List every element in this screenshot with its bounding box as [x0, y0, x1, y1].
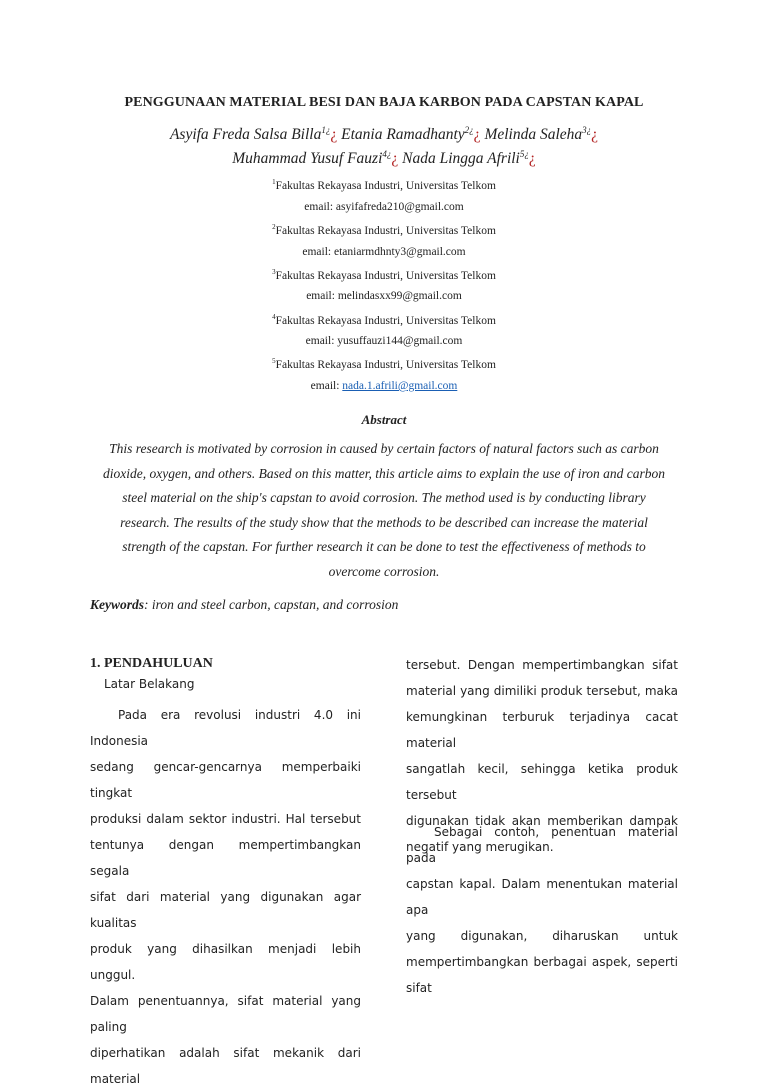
body-line: digunakan tidak akan memberikan dampak	[406, 814, 678, 828]
email-address: melindasxx99@gmail.com	[337, 290, 462, 302]
left-column	[90, 702, 361, 1092]
abstract-line: strength of the capstan. For further research it can be done to test the effectiveness of methods to	[122, 539, 646, 555]
keywords	[90, 597, 398, 613]
affiliation-4	[0, 313, 768, 327]
body-line: negatif yang merugikan.	[406, 840, 554, 854]
right-column-paragraph-2	[406, 819, 678, 1001]
body-line: produk yang dihasilkan menjadi lebih unggul.	[90, 942, 361, 982]
affiliation-3	[0, 268, 768, 282]
author-superscript: 1¿	[321, 125, 331, 135]
abstract-body	[92, 437, 676, 585]
email-5	[0, 380, 768, 392]
affiliation-org: Fakultas Rekayasa Industri, Universitas Telkom	[275, 269, 496, 282]
body-line: produksi dalam sektor industri. Hal tersebut	[90, 812, 361, 826]
affiliation-number: 5	[272, 357, 276, 365]
body-line: kemungkinan terburuk terjadinya cacat material	[406, 710, 678, 750]
body-line: sedang gencar-gencarnya memperbaiki tingkat	[90, 760, 361, 800]
author-mark: ¿	[330, 126, 338, 144]
abstract-line: dioxide, oxygen, and others. Based on this matter, this article aims to explain the use of iron and carbon	[103, 465, 665, 481]
affiliation-org: Fakultas Rekayasa Industri, Universitas Telkom	[275, 224, 496, 237]
author-mark: ¿	[528, 150, 536, 168]
author-superscript: 3¿	[582, 125, 592, 135]
abstract-line: research. The results of the study show that the methods to be described can increase the material	[120, 514, 648, 530]
body-line: diperhatikan adalah sifat mekanik dari material	[90, 1046, 361, 1086]
body-line: mempertimbangkan berbagai aspek, seperti sifat	[406, 955, 678, 995]
affiliation-org: Fakultas Rekayasa Industri, Universitas Telkom	[275, 358, 496, 371]
affiliation-5	[0, 357, 768, 371]
author-name: Etania Ramadhanty	[341, 126, 465, 144]
body-line: sifat dari material yang digunakan agar kualitas	[90, 890, 361, 930]
author-superscript: 5¿	[519, 149, 529, 159]
email-address: asyifafreda210@gmail.com	[335, 201, 464, 213]
author-mark: ¿	[591, 126, 599, 144]
affiliation-org: Fakultas Rekayasa Industri, Universitas Telkom	[275, 314, 496, 327]
affiliation-number: 3	[272, 268, 276, 276]
abstract-heading: Abstract	[361, 412, 407, 427]
body-line: Dalam penentuannya, sifat material yang paling	[90, 994, 361, 1034]
author-name: Muhammad Yusuf Fauzi	[232, 150, 383, 168]
body-line: Pada era revolusi industri 4.0 ini Indonesia	[90, 708, 361, 748]
affiliation-number: 2	[272, 223, 276, 231]
email-2	[0, 246, 768, 258]
paper-title: PENGGUNAAN MATERIAL BESI DAN BAJA KARBON PADA CAPSTAN KAPAL	[124, 95, 644, 110]
author-superscript: 4¿	[382, 149, 392, 159]
email-label: email:	[304, 201, 336, 213]
affiliation-number: 1	[272, 178, 276, 186]
email-link[interactable]: nada.1.afrili@gmail.com	[342, 380, 458, 392]
author-line-1	[0, 125, 768, 144]
email-4	[0, 335, 768, 347]
section-heading: 1. PENDAHULUAN	[90, 656, 213, 671]
author-name: Asyifa Freda Salsa Billa	[169, 126, 322, 144]
subsection-heading: Latar Belakang	[104, 677, 195, 691]
email-label: email:	[305, 335, 338, 347]
email-label: email:	[306, 290, 338, 302]
author-line-2	[0, 149, 768, 168]
body-line: capstan kapal. Dalam menentukan material apa	[406, 877, 678, 917]
abstract-line: steel material on the ship's capstan to avoid corrosion. The method used is by conducting library	[122, 490, 646, 506]
email-label: email:	[302, 246, 334, 258]
body-line: material yang dimiliki produk tersebut, maka	[406, 684, 678, 698]
author-mark: ¿	[473, 126, 481, 144]
author-name: Melinda Saleha	[484, 126, 583, 144]
body-line: sangatlah kecil, sehingga ketika produk tersebut	[406, 762, 678, 802]
abstract-line: This research is motivated by corrosion in caused by certain factors of natural factors such as carbon	[109, 441, 659, 456]
keywords-text: : iron and steel carbon, capstan, and corrosion	[144, 597, 399, 612]
author-name: Nada Lingga Afrili	[402, 150, 520, 168]
author-superscript: 2¿	[464, 125, 474, 135]
affiliation-1	[0, 178, 768, 192]
email-address: etaniarmdhnty3@gmail.com	[333, 246, 466, 258]
email-address: yusuffauzi144@gmail.com	[337, 335, 463, 347]
keywords-label: Keywords	[90, 597, 144, 612]
email-label: email:	[310, 380, 343, 392]
body-line: tersebut. Dengan mempertimbangkan sifat	[406, 658, 678, 672]
affiliation-number: 4	[272, 313, 276, 321]
body-line: yang digunakan, diharuskan untuk	[406, 929, 678, 943]
affiliation-2	[0, 223, 768, 237]
email-1	[0, 201, 768, 213]
abstract-line: overcome corrosion.	[328, 563, 440, 579]
author-mark: ¿	[391, 150, 399, 168]
email-3	[0, 290, 768, 302]
body-line: tentunya dengan mempertimbangkan segala	[90, 838, 361, 878]
affiliation-org: Fakultas Rekayasa Industri, Universitas Telkom	[275, 179, 496, 192]
body-line: Sebagai contoh, penentuan material pada	[406, 825, 678, 865]
